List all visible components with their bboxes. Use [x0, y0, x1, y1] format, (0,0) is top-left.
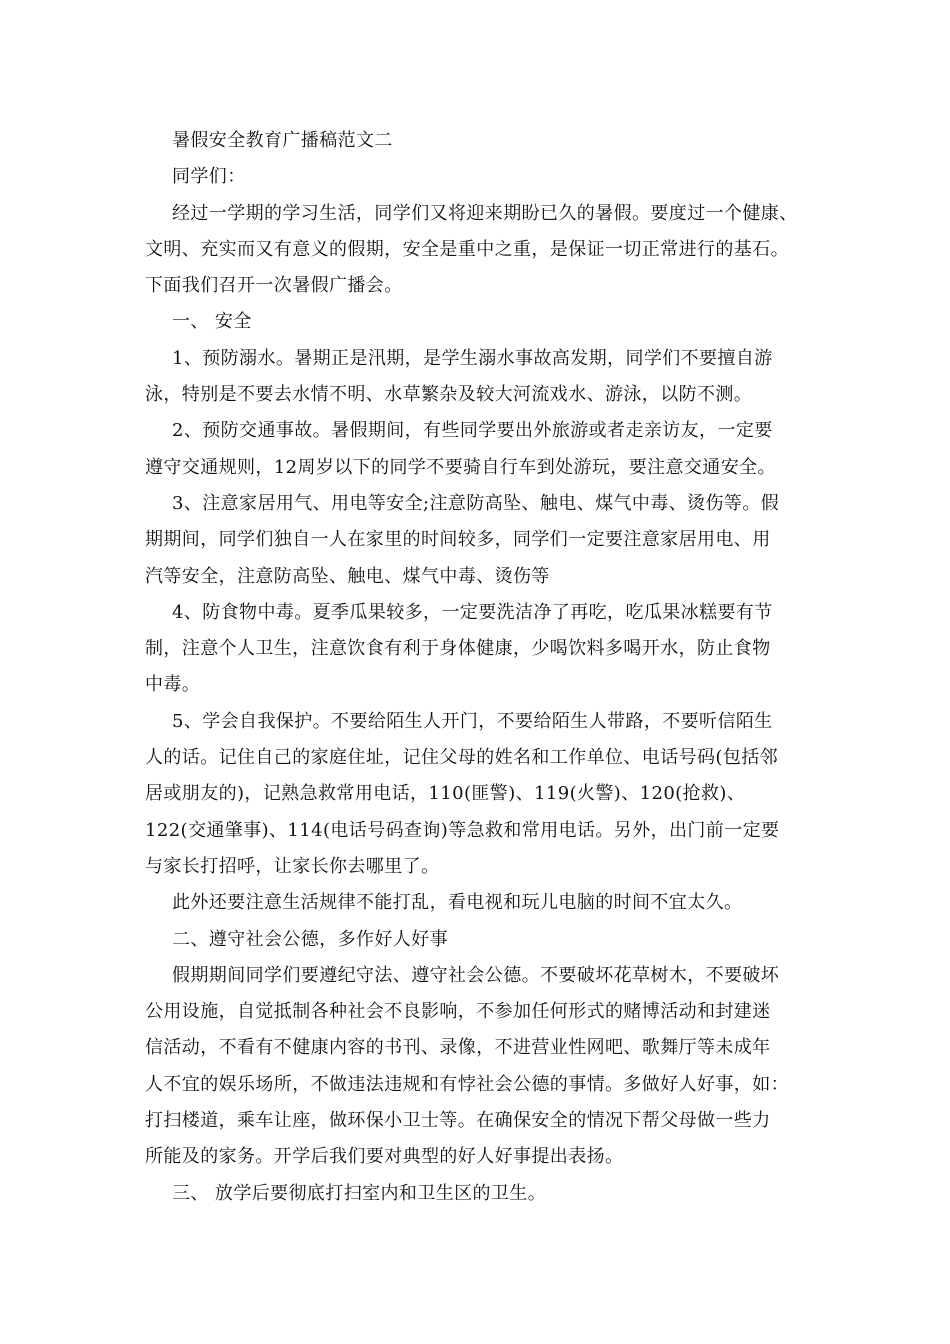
document-title: 暑假安全教育广播稿范文二	[172, 130, 393, 151]
text-line: 3、注意家居用气、用电等安全;注意防高坠、触电、煤气中毒、烫伤等。假	[172, 492, 780, 514]
text-line: 122(交通肇事)、114(电话号码查询)等急救和常用电话。另外，出门前一定要	[145, 819, 780, 841]
text-line: 打扫楼道，乘车让座，做环保小卫士等。在确保安全的情况下帮父母做一些力	[145, 1110, 771, 1132]
text-line: 中毒。	[145, 674, 201, 696]
body-text	[145, 196, 817, 1212]
text-line: 2、预防交通事故。暑假期间，有些同学要出外旅游或者走亲访友，一定要	[172, 420, 773, 442]
text-line: 二、遵守社会公德，多作好人好事	[172, 928, 448, 950]
text-line: 泳，特别是不要去水情不明、水草繁杂及较大河流戏水、游泳，以防不测。	[145, 384, 753, 406]
text-line: 4、防食物中毒。夏季瓜果较多，一定要洗洁净了再吃，吃瓜果冰糕要有节	[172, 601, 773, 623]
text-line: 5、学会自我保护。不要给陌生人开门，不要给陌生人带路，不要听信陌生	[172, 710, 773, 732]
text-line: 经过一学期的学习生活，同学们又将迎来期盼已久的暑假。要度过一个健康、	[172, 202, 798, 224]
text-line: 所能及的家务。开学后我们要对典型的好人好事提出表扬。	[145, 1146, 624, 1168]
text-line: 公用设施，自觉抵制各种社会不良影响，不参加任何形式的赌博活动和封建迷	[145, 1001, 771, 1023]
text-line: 1、预防溺水。暑期正是汛期，是学生溺水事故高发期，同学们不要擅自游	[172, 347, 773, 369]
text-line: 三、 放学后要彻底打扫室内和卫生区的卫生。	[172, 1182, 547, 1204]
text-line: 一、 安全	[172, 311, 252, 333]
text-line: 人的话。记住自己的家庭住址，记住父母的姓名和工作单位、电话号码(包括邻	[145, 747, 779, 769]
text-line: 人不宜的娱乐场所，不做违法违规和有悖社会公德的事情。多做好人好事，如：	[145, 1073, 789, 1095]
text-line: 信活动，不看有不健康内容的书刊、录像，不进营业性网吧、歌舞厅等未成年	[145, 1037, 771, 1059]
text-line: 汽等安全，注意防高坠、触电、煤气中毒、烫伤等	[145, 565, 550, 587]
text-line: 期期间，同学们独自一人在家里的时间较多，同学们一定要注意家居用电、用	[145, 529, 771, 551]
document-body	[145, 123, 817, 1212]
text-line: 制，注意个人卫生，注意饮食有利于身体健康，少喝饮料多喝开水，防止食物	[145, 638, 771, 660]
text-line: 文明、充实而又有意义的假期，安全是重中之重，是保证一切正常进行的基石。	[145, 238, 789, 260]
text-line: 下面我们召开一次暑假广播会。	[145, 275, 403, 297]
text-line: 遵守交通规则，12周岁以下的同学不要骑自行车到处游玩，要注意交通安全。	[145, 456, 776, 478]
text-line: 居或朋友的)，记熟急救常用电话，110(匪警)、119(火警)、120(抢救)、	[145, 783, 746, 805]
text-line: 假期期间同学们要遵纪守法、遵守社会公德。不要破坏花草树木，不要破坏	[172, 964, 780, 986]
text-line: 与家长打招呼，让家长你去哪里了。	[145, 855, 440, 877]
greeting: 同学们：	[172, 166, 246, 188]
text-line: 此外还要注意生活规律不能打乱，看电视和玩儿电脑的时间不宜太久。	[172, 892, 743, 914]
